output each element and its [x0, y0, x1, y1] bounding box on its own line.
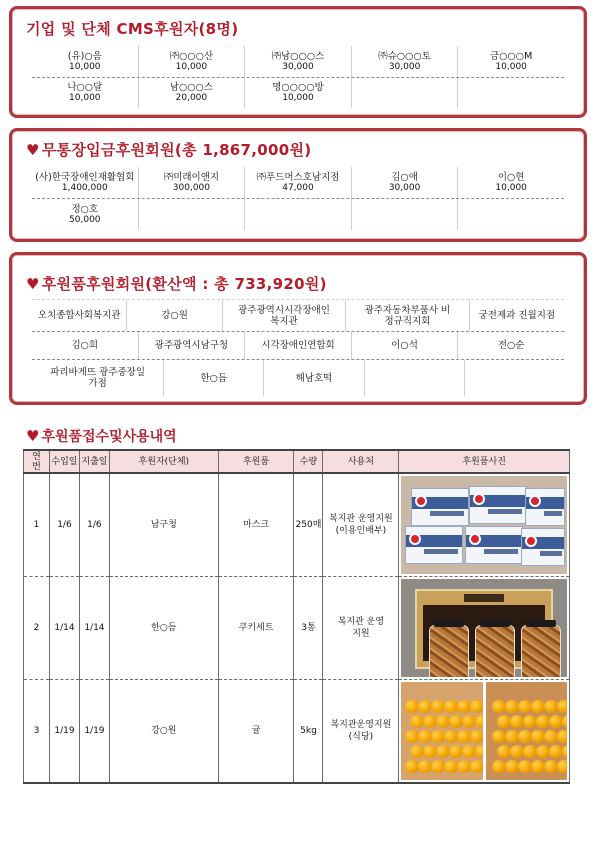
donor-cell: 이○석	[352, 332, 459, 359]
tangerine-decor	[510, 715, 524, 728]
usage-place: 복지관 운영지원	[323, 577, 399, 680]
goods-row	[32, 360, 564, 396]
donor-cell	[352, 78, 459, 108]
tangerine-decor	[510, 745, 524, 758]
tangerine-decor	[544, 700, 558, 713]
tangerine-decor	[531, 730, 545, 743]
tangerine-decor	[436, 715, 450, 728]
goods-row	[32, 300, 564, 332]
tangerine-decor	[449, 715, 463, 728]
tangerine-decor	[523, 745, 537, 758]
donor-cell	[32, 167, 139, 198]
mask-boxes-photo	[401, 476, 567, 574]
donor-name: 한○듬	[109, 577, 218, 680]
tangerine-decor	[492, 730, 506, 743]
tangerine-decor	[549, 745, 563, 758]
donor-amount: 300,000	[172, 182, 210, 193]
donor-name: (유)○음	[67, 50, 102, 62]
donor-cell: 오치종합사회복지관	[32, 300, 127, 331]
income-date: 1/19	[49, 680, 79, 784]
tangerine-decor	[431, 730, 445, 743]
tangerine-decor	[470, 730, 482, 743]
row-number: 2	[24, 577, 50, 680]
tangerine-decor	[531, 700, 545, 713]
tangerine-decor	[410, 745, 424, 758]
col-header: 후원자(단체)	[109, 450, 218, 473]
donor-cell	[32, 78, 139, 108]
usage-place: 복지관운영지원 (식당)	[323, 680, 399, 784]
tangerine-decor	[449, 745, 463, 758]
col-header: 수입일	[49, 450, 79, 473]
usage-title-text: 후원품접수및사용내역	[41, 429, 177, 445]
donor-cell: 광주자동차부품사 비정규직지회	[346, 300, 469, 331]
tangerine-decor	[518, 760, 532, 773]
tangerine-decor	[475, 715, 482, 728]
donor-name: 김○애	[391, 171, 418, 183]
donor-cell	[352, 199, 459, 230]
photo-cell	[399, 577, 570, 680]
tangerine-box-photo	[486, 682, 567, 780]
donor-amount: 47,000	[282, 182, 314, 193]
donor-cell	[365, 360, 465, 396]
donor-name: 명○○○○방	[272, 82, 324, 93]
donor-amount: 10,000	[495, 182, 527, 193]
row-number: 3	[24, 680, 50, 784]
tangerine-decor	[462, 745, 476, 758]
usage-title	[26, 426, 177, 446]
donated-item: 마스크	[218, 473, 294, 577]
tangerine-decor	[549, 715, 563, 728]
donor-amount: 10,000	[495, 61, 527, 72]
donor-amount: 10,000	[282, 93, 314, 103]
tangerine-decor	[557, 700, 567, 713]
donor-cell	[139, 46, 246, 77]
corporate-donor-grid	[32, 46, 564, 108]
bank-donor-title	[12, 131, 584, 160]
tangerine-decor	[457, 700, 471, 713]
col-header: 후원품사진	[399, 450, 570, 473]
corporate-donor-box	[9, 6, 587, 118]
tangerine-decor	[497, 745, 511, 758]
tangerine-decor	[423, 745, 437, 758]
donor-name: ㈜슈○○○토	[378, 50, 431, 62]
corporate-row	[32, 78, 564, 108]
tangerine-decor	[497, 715, 511, 728]
donor-cell: 광주광역시시각장애인복지관	[223, 300, 346, 331]
income-date: 1/6	[49, 473, 79, 577]
tangerine-decor	[423, 715, 437, 728]
tangerine-decor	[470, 700, 482, 713]
donor-cell	[32, 199, 139, 230]
tangerine-decor	[418, 730, 432, 743]
tangerine-decor	[444, 730, 458, 743]
donor-cell: 강○원	[127, 300, 222, 331]
donor-amount: 10,000	[69, 93, 101, 103]
donor-cell: 파리바게뜨 광주중장일가점	[32, 360, 164, 396]
tangerine-decor	[531, 760, 545, 773]
table-row	[24, 473, 570, 577]
donor-name: 금○○○M	[490, 50, 533, 62]
donor-cell	[458, 199, 564, 230]
donor-name: ㈜○○○산	[169, 50, 214, 62]
donor-cell: 김○희	[32, 332, 139, 359]
tangerine-decor	[405, 760, 419, 773]
bank-donor-grid	[32, 167, 564, 230]
donor-name: 나○○달	[67, 82, 103, 93]
donor-cell	[139, 167, 246, 198]
heart-icon: ♥	[26, 427, 40, 445]
donor-cell	[465, 360, 564, 396]
col-header: 수량	[294, 450, 323, 473]
tangerine-decor	[562, 745, 567, 758]
donor-cell: 해남호떡	[264, 360, 364, 396]
tangerine-decor	[536, 745, 550, 758]
col-header: 사용처	[323, 450, 399, 473]
goods-row	[32, 332, 564, 360]
tangerine-decor	[505, 760, 519, 773]
usage-table	[23, 449, 570, 784]
tangerine-decor	[562, 715, 567, 728]
col-header: 연번	[24, 450, 50, 473]
tangerine-decor	[492, 760, 506, 773]
cookie-set-photo	[401, 579, 567, 677]
donor-name: 정○호	[71, 203, 99, 215]
donor-cell	[352, 167, 459, 198]
bank-donor-box	[9, 128, 587, 242]
heart-icon: ♥	[26, 141, 40, 159]
donor-amount: 50,000	[69, 214, 101, 225]
col-header: 지출일	[79, 450, 109, 473]
bank-row	[32, 167, 564, 199]
donor-name: ㈜미래이앤지	[163, 171, 220, 183]
photo-cell	[399, 473, 570, 577]
tangerine-decor	[431, 760, 445, 773]
donor-cell	[139, 199, 246, 230]
donated-item: 쿠키세트	[218, 577, 294, 680]
corporate-row	[32, 46, 564, 78]
bank-donor-title-text: 무통장입금후원회원(총 1,867,000원)	[41, 141, 312, 159]
tangerine-decor	[475, 745, 482, 758]
tangerine-box-photo	[401, 682, 482, 780]
tangerine-decor	[518, 730, 532, 743]
tangerine-decor	[492, 700, 506, 713]
donor-cell	[352, 46, 459, 77]
donor-cell: 광주광역시남구청	[139, 332, 246, 359]
tangerine-decor	[557, 730, 567, 743]
quantity: 250매	[294, 473, 323, 577]
heart-icon: ♥	[26, 275, 40, 293]
tangerine-decor	[405, 700, 419, 713]
donor-cell: 전○순	[497, 340, 525, 351]
corporate-donor-title: 기업 및 단체 CMS후원자(8명)	[26, 20, 239, 38]
donor-cell: 시각장애인연합회	[245, 332, 352, 359]
tangerine-decor	[444, 760, 458, 773]
goods-donor-grid	[32, 299, 564, 396]
donor-name: 남구청	[109, 473, 218, 577]
photo-cell	[399, 680, 570, 784]
goods-donor-title-text: 후원품후원회원(환산액 : 총 733,920원)	[41, 275, 327, 293]
quantity: 3통	[294, 577, 323, 680]
tangerine-decor	[523, 715, 537, 728]
col-header: 후원품	[218, 450, 294, 473]
tangerine-decor	[462, 715, 476, 728]
tangerine-decor	[410, 715, 424, 728]
donor-cell	[245, 46, 352, 77]
tangerine-decor	[457, 730, 471, 743]
goods-donor-box	[9, 252, 587, 405]
tangerine-decor	[470, 760, 482, 773]
donor-name: ㈜푸드머스호남지점	[256, 171, 340, 183]
quantity: 5kg	[294, 680, 323, 784]
donor-cell	[245, 78, 352, 108]
donor-amount: 30,000	[388, 182, 421, 193]
tangerine-decor	[544, 760, 558, 773]
income-date: 1/14	[49, 577, 79, 680]
usage-place: 복지관 운영지원(이용인배부)	[323, 473, 399, 577]
tangerine-decor	[536, 715, 550, 728]
expense-date: 1/14	[79, 577, 109, 680]
donor-cell	[32, 46, 139, 77]
donor-name: 이○현	[497, 171, 525, 183]
donor-amount: 30,000	[388, 61, 421, 72]
donor-cell	[245, 199, 352, 230]
row-number: 1	[24, 473, 50, 577]
tangerine-decor	[505, 700, 519, 713]
donor-amount: 10,000	[69, 61, 101, 72]
donor-cell: 궁전제과 진월지점	[478, 310, 556, 321]
donor-name: 남○○○스	[169, 82, 213, 93]
donor-cell	[245, 167, 352, 198]
expense-date: 1/6	[79, 473, 109, 577]
tangerine-decor	[436, 745, 450, 758]
tangerine-decor	[418, 700, 432, 713]
donor-name: (사)한국장애인재활협회	[35, 171, 135, 183]
tangerine-decor	[405, 730, 419, 743]
donor-cell	[139, 78, 246, 108]
table-row	[24, 577, 570, 680]
donated-item: 귤	[218, 680, 294, 784]
donor-cell	[458, 46, 564, 77]
usage-header-row	[24, 450, 570, 473]
tangerine-decor	[457, 760, 471, 773]
donor-name: ㈜남○○○스	[271, 50, 325, 62]
donor-cell	[458, 78, 564, 108]
donor-cell: 한○듬	[164, 360, 264, 396]
tangerine-decor	[431, 700, 445, 713]
tangerine-decor	[557, 760, 567, 773]
donor-amount: 1,400,000	[61, 182, 108, 193]
bank-row	[32, 199, 564, 230]
donor-amount: 20,000	[175, 93, 208, 103]
table-row	[24, 680, 570, 784]
donor-cell	[458, 167, 564, 198]
donor-amount: 10,000	[175, 61, 208, 72]
donor-amount: 30,000	[282, 61, 314, 72]
expense-date: 1/19	[79, 680, 109, 784]
tangerine-decor	[518, 700, 532, 713]
tangerine-decor	[505, 730, 519, 743]
tangerine-decor	[544, 730, 558, 743]
goods-donor-title	[12, 255, 584, 294]
tangerine-decor	[444, 700, 458, 713]
donor-name: 강○원	[109, 680, 218, 784]
tangerine-decor	[418, 760, 432, 773]
